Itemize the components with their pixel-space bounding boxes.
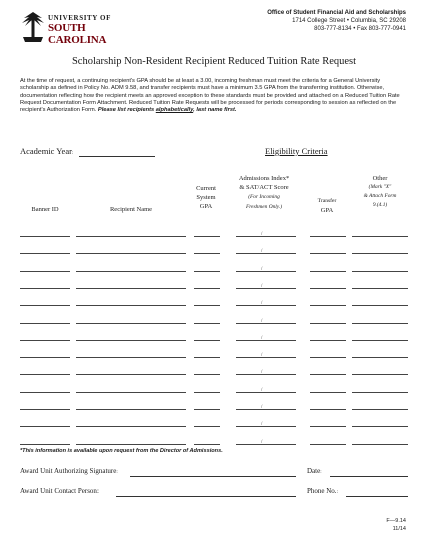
other-blank[interactable]	[352, 253, 408, 254]
current-gpa-blank[interactable]	[194, 271, 220, 272]
current-gpa-blank[interactable]	[194, 323, 220, 324]
recipient-name-blank[interactable]	[76, 444, 186, 445]
current-gpa-blank[interactable]	[194, 426, 220, 427]
current-gpa-blank[interactable]	[194, 288, 220, 289]
score-separator: /	[261, 353, 263, 358]
recipient-name-blank[interactable]	[76, 392, 186, 393]
banner-id-blank[interactable]	[20, 271, 70, 272]
transfer-gpa-blank[interactable]	[310, 271, 346, 272]
contact-person-line[interactable]	[116, 496, 296, 497]
transfer-gpa-blank[interactable]	[310, 426, 346, 427]
current-gpa-blank[interactable]	[194, 444, 220, 445]
phone-line[interactable]	[346, 496, 408, 497]
admissions-blank[interactable]	[236, 253, 296, 254]
other-blank[interactable]	[352, 236, 408, 237]
admissions-footnote: *This information is available upon request from the Director of Admissions.	[20, 448, 223, 454]
banner-id-blank[interactable]	[20, 357, 70, 358]
recipient-name-blank[interactable]	[76, 409, 186, 410]
col-current-gpa: Current System GPA	[196, 185, 216, 210]
current-gpa-blank[interactable]	[194, 374, 220, 375]
other-blank[interactable]	[352, 392, 408, 393]
admissions-blank[interactable]	[236, 340, 296, 341]
phone-label: Phone No.:	[307, 487, 338, 495]
other-blank[interactable]	[352, 305, 408, 306]
current-gpa-blank[interactable]	[194, 392, 220, 393]
admissions-blank[interactable]	[236, 357, 296, 358]
admissions-blank[interactable]	[236, 374, 296, 375]
other-blank[interactable]	[352, 323, 408, 324]
office-address-block	[267, 9, 406, 33]
admissions-blank[interactable]	[236, 392, 296, 393]
score-separator: /	[261, 232, 263, 237]
transfer-gpa-blank[interactable]	[310, 374, 346, 375]
recipient-name-blank[interactable]	[76, 357, 186, 358]
current-gpa-blank[interactable]	[194, 236, 220, 237]
palmetto-tree-icon	[20, 8, 46, 44]
recipient-name-blank[interactable]	[76, 236, 186, 237]
admissions-blank[interactable]	[236, 271, 296, 272]
transfer-gpa-blank[interactable]	[310, 357, 346, 358]
instructions-body: At the time of request, a continuing recipient's GPA should be at least a 3.00, incoming freshman must meet the criteria for a General University scholarship as defined in Policy No. ADM 9.58, and transfer recipients must have a minimum 3.5 GPA from the transferring institution. Otherwise, documentation reflecting how the recipient meets an approved exception to these standards must be provided and attached on a Reduced Tuition Rate Request Documentation Form Attachment. Reduced Tuition Rate Requests will be processed for periods corresponding to session as reflected on the recipient's Authorization Form.	[20, 78, 400, 114]
current-gpa-blank[interactable]	[194, 253, 220, 254]
banner-id-blank[interactable]	[20, 340, 70, 341]
other-blank[interactable]	[352, 357, 408, 358]
admissions-blank[interactable]	[236, 236, 296, 237]
col-recipient-name: Recipient Name	[109, 206, 153, 213]
banner-id-blank[interactable]	[20, 288, 70, 289]
office-title: Office of Student Financial Aid and Scholarships	[267, 10, 406, 16]
current-gpa-blank[interactable]	[194, 409, 220, 410]
col-admissions-index: Admissions Index* & SAT/ACT Score (For Incoming Freshmen Only.)	[238, 175, 290, 210]
other-blank[interactable]	[352, 271, 408, 272]
transfer-gpa-blank[interactable]	[310, 444, 346, 445]
score-separator: /	[261, 249, 263, 254]
recipient-name-blank[interactable]	[76, 374, 186, 375]
transfer-gpa-blank[interactable]	[310, 323, 346, 324]
banner-id-blank[interactable]	[20, 323, 70, 324]
recipient-name-blank[interactable]	[76, 305, 186, 306]
banner-id-blank[interactable]	[20, 305, 70, 306]
academic-year-blank[interactable]	[79, 146, 155, 157]
date-line[interactable]	[330, 476, 408, 477]
transfer-gpa-blank[interactable]	[310, 409, 346, 410]
score-separator: /	[261, 370, 263, 375]
transfer-gpa-blank[interactable]	[310, 305, 346, 306]
recipient-name-blank[interactable]	[76, 340, 186, 341]
admissions-blank[interactable]	[236, 323, 296, 324]
score-separator: /	[261, 388, 263, 393]
recipient-name-blank[interactable]	[76, 288, 186, 289]
admissions-blank[interactable]	[236, 305, 296, 306]
academic-year-field[interactable]: Academic Year:	[20, 146, 155, 157]
score-separator: /	[261, 422, 263, 427]
recipient-name-blank[interactable]	[76, 271, 186, 272]
admissions-blank[interactable]	[236, 426, 296, 427]
academic-year-label: Academic Year	[20, 146, 72, 156]
logo-university-text: UNIVERSITY OF	[48, 14, 111, 22]
form-code: F—9.14 11/14	[386, 518, 406, 532]
recipient-name-blank[interactable]	[76, 253, 186, 254]
banner-id-blank[interactable]	[20, 409, 70, 410]
eligibility-criteria-heading: Eligibility Criteria	[265, 146, 328, 156]
logo-south-carolina-text: SOUTH CAROLINA	[48, 22, 107, 46]
university-logo	[20, 8, 130, 44]
col-banner-id: Banner ID	[31, 206, 59, 213]
col-other: Other (Mark "X" & Attach Form 9.(4.1)	[363, 175, 397, 208]
banner-id-blank[interactable]	[20, 236, 70, 237]
form-title: Scholarship Non-Resident Recipient Reduced Tuition Rate Request	[71, 56, 357, 67]
current-gpa-blank[interactable]	[194, 305, 220, 306]
score-separator: /	[261, 440, 263, 445]
banner-id-blank[interactable]	[20, 253, 70, 254]
score-separator: /	[261, 301, 263, 306]
other-blank[interactable]	[352, 340, 408, 341]
recipient-name-blank[interactable]	[76, 323, 186, 324]
authorizing-signature-line[interactable]	[130, 476, 296, 477]
banner-id-blank[interactable]	[20, 374, 70, 375]
current-gpa-blank[interactable]	[194, 340, 220, 341]
other-blank[interactable]	[352, 409, 408, 410]
transfer-gpa-blank[interactable]	[310, 253, 346, 254]
transfer-gpa-blank[interactable]	[310, 288, 346, 289]
other-blank[interactable]	[352, 426, 408, 427]
score-separator: /	[261, 336, 263, 341]
banner-id-blank[interactable]	[20, 444, 70, 445]
score-separator: /	[261, 319, 263, 324]
score-separator: /	[261, 405, 263, 410]
instructions-paragraph	[20, 78, 408, 114]
office-address: 1714 College Street • Columbia, SC 29208	[292, 18, 406, 24]
authorizing-signature-label: Award Unit Authorizing Signature:	[20, 467, 118, 475]
transfer-gpa-blank[interactable]	[310, 340, 346, 341]
transfer-gpa-blank[interactable]	[310, 392, 346, 393]
transfer-gpa-blank[interactable]	[310, 236, 346, 237]
date-label: Date:	[307, 467, 322, 475]
other-blank[interactable]	[352, 444, 408, 445]
banner-id-blank[interactable]	[20, 392, 70, 393]
score-separator: /	[261, 267, 263, 272]
current-gpa-blank[interactable]	[194, 357, 220, 358]
contact-person-label: Award Unit Contact Person:	[20, 487, 99, 495]
admissions-blank[interactable]	[236, 444, 296, 445]
recipient-name-blank[interactable]	[76, 426, 186, 427]
score-separator: /	[261, 284, 263, 289]
other-blank[interactable]	[352, 288, 408, 289]
other-blank[interactable]	[352, 374, 408, 375]
office-phone-fax: 803-777-8134 • Fax 803-777-0941	[314, 26, 406, 32]
banner-id-blank[interactable]	[20, 426, 70, 427]
admissions-blank[interactable]	[236, 409, 296, 410]
instructions-emphasis: Please list recipients alphabetically, last name first.	[97, 107, 237, 114]
col-transfer-gpa: Transfer GPA	[317, 198, 337, 214]
admissions-blank[interactable]	[236, 288, 296, 289]
